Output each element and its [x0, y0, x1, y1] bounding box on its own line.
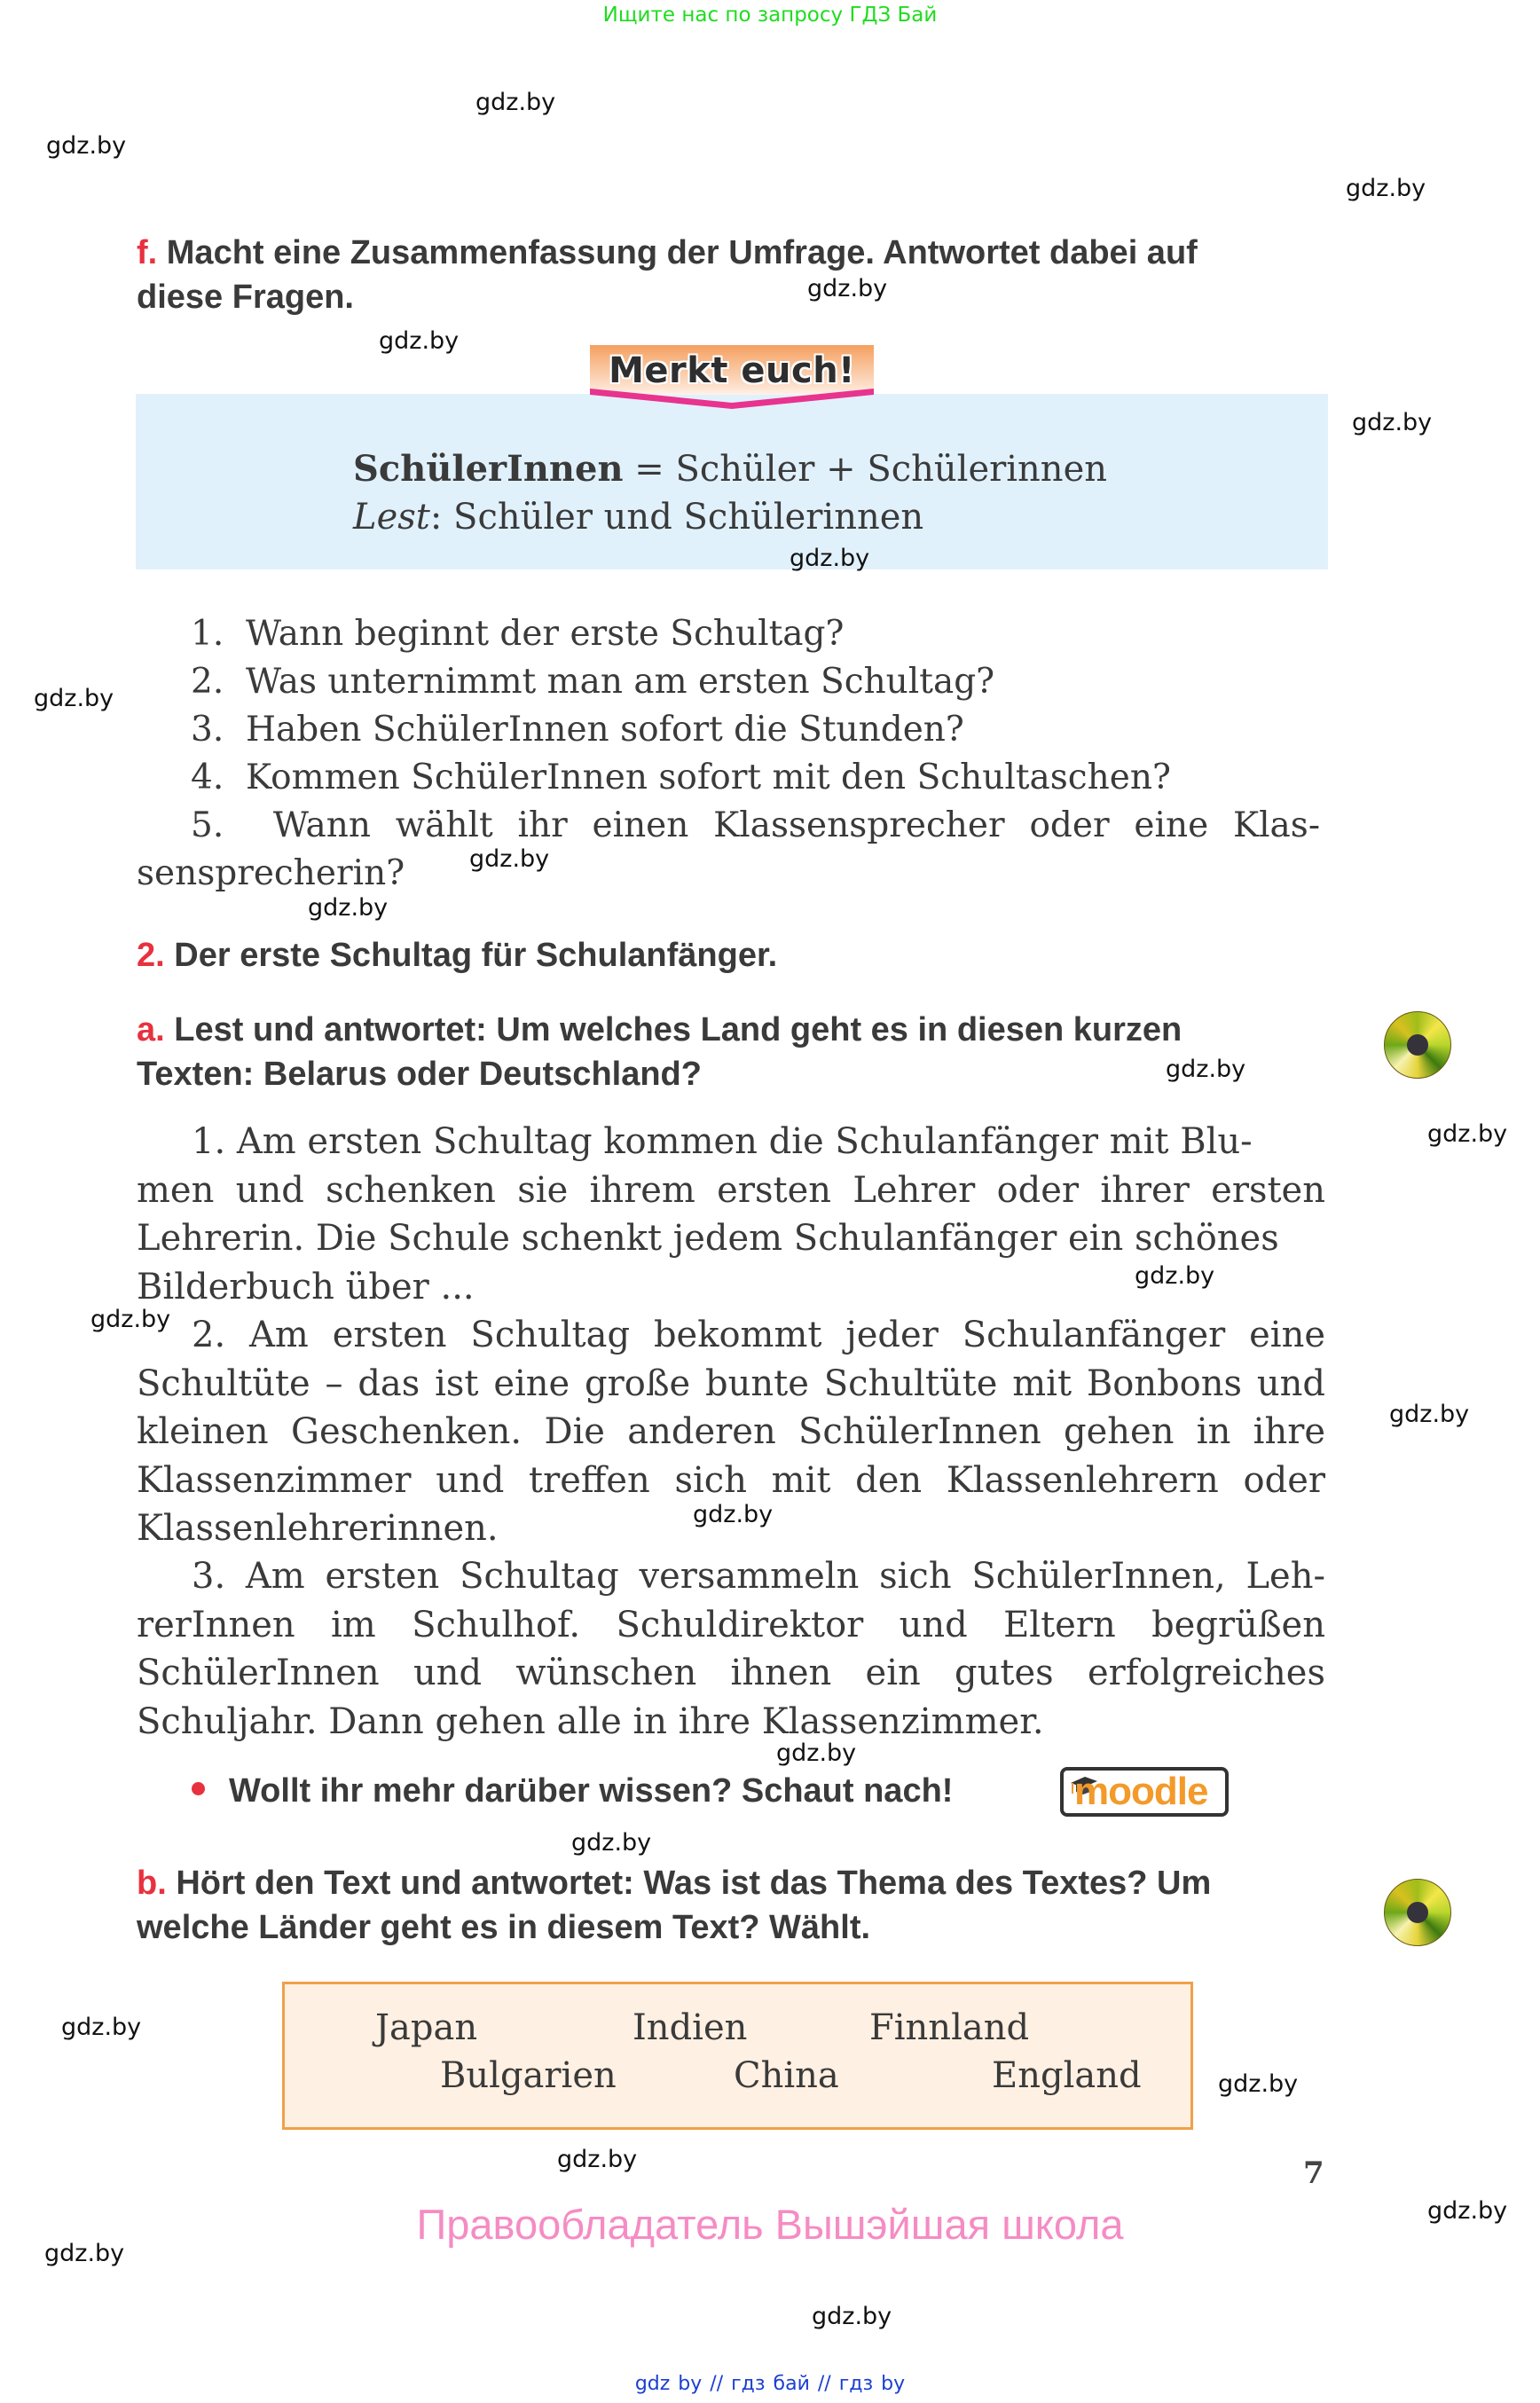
rule-reading: [353, 493, 923, 541]
rule-term: SchülerInnen: [353, 448, 624, 490]
section-number: 2.: [137, 937, 165, 974]
moodle-link[interactable]: [1060, 1767, 1229, 1817]
countries-box: [282, 1982, 1193, 2130]
cd-icon[interactable]: [1384, 1011, 1451, 1079]
watermark: gdz.by: [90, 1306, 171, 1333]
country-option[interactable]: Bulgarien: [440, 2055, 617, 2096]
watermark: gdz.by: [776, 1739, 857, 1767]
question-text: Wann beginnt der erste Schultag?: [246, 614, 845, 654]
text-line: Lehrerin. Die Schule schenkt jedem Schulanfänger ein schönes: [137, 1218, 1279, 1259]
watermark: gdz.by: [34, 685, 114, 712]
page-number: 7: [1303, 2156, 1324, 2191]
task-text-line2: diese Fragen.: [137, 279, 354, 316]
moodle-label: moodle: [1074, 1770, 1208, 1813]
question-text: Was unternimmt man am ersten Schultag?: [246, 662, 995, 702]
watermark: gdz.by: [475, 89, 556, 116]
text-line: Bilderbuch über ...: [137, 1266, 475, 1308]
watermark: gdz.by: [790, 545, 870, 572]
question-item: [191, 802, 1320, 850]
watermark: gdz.by: [379, 327, 460, 355]
text-line: 3. Am ersten Schultag versammeln sich SchülerInnen, Leh-: [192, 1556, 1325, 1597]
question-text: Kommen SchülerInnen sofort mit den Schultaschen?: [246, 758, 1171, 797]
country-option[interactable]: England: [992, 2055, 1142, 2096]
watermark: gdz.by: [1352, 409, 1433, 436]
country-option[interactable]: Finnland: [869, 2007, 1030, 2048]
watermark: gdz.by: [693, 1501, 774, 1528]
text-line: SchülerInnen und wünschen ihnen ein gutes erfolgreiches: [137, 1653, 1325, 1693]
bullet-icon: [192, 1782, 205, 1795]
text-line: Schuljahr. Dann gehen alle in ihre Klassenzimmer.: [137, 1700, 1044, 1742]
question-number: 4.: [191, 758, 224, 797]
merkt-euch-banner: [590, 345, 874, 407]
question-number: 1.: [191, 614, 224, 654]
watermark: gdz.by: [44, 2240, 125, 2267]
country-option[interactable]: China: [734, 2055, 839, 2096]
watermark: gdz.by: [1389, 1401, 1470, 1428]
rule-expansion: = Schüler + Schülerinnen: [623, 449, 1107, 490]
text-line: 1. Am ersten Schultag kommen die Schulanfänger mit Blu-: [192, 1121, 1253, 1162]
watermark: gdz.by: [807, 275, 888, 302]
task-text-line2: welche Länder geht es in diesem Text? Wählt.: [137, 1909, 871, 1946]
watermark: gdz.by: [1218, 2070, 1299, 2098]
section-title: Der erste Schultag für Schulanfänger.: [174, 937, 778, 974]
question-number: 3.: [191, 710, 224, 750]
watermark: gdz.by: [812, 2303, 892, 2330]
text-line: 2. Am ersten Schultag bekommt jeder Schulanfänger eine: [192, 1315, 1325, 1355]
watermark: gdz.by: [1427, 2197, 1508, 2225]
task-f-heading: [137, 231, 1325, 319]
text-line: Klassenlehrerinnen.: [137, 1508, 499, 1549]
country-option[interactable]: Japan: [375, 2007, 478, 2048]
footer-link[interactable]: gdz by // гдз бай // гдз by: [634, 2373, 906, 2395]
watermark: gdz.by: [571, 1829, 652, 1857]
task-letter: b.: [137, 1865, 167, 1902]
watermark: gdz.by: [46, 132, 127, 160]
watermark: gdz.by: [1346, 175, 1426, 202]
reading-text-3: [137, 1552, 1325, 1746]
rule-read-label: Lest: [353, 497, 430, 538]
watermark: gdz.by: [1427, 1120, 1508, 1148]
task-text-line1: Macht eine Zusammenfassung der Umfrage. Antwortet dabei auf: [166, 234, 1198, 271]
task-b-heading: [137, 1861, 1325, 1950]
rule-read-text: : Schüler und Schülerinnen: [429, 497, 924, 538]
task-a-heading: [137, 1008, 1325, 1096]
more-info-text: Wollt ihr mehr darüber wissen? Schaut nach!: [229, 1772, 954, 1810]
watermark: gdz.by: [557, 2146, 638, 2173]
text-line: Schultüte – das ist eine große bunte Schultüte mit Bonbons und: [137, 1362, 1325, 1404]
task-text-line1: Lest und antwortet: Um welches Land geht es in diesen kurzen: [174, 1011, 1182, 1048]
rule-definition: [353, 445, 1107, 493]
task-text-line1: Hört den Text und antwortet: Was ist das Thema des Textes? Um: [176, 1865, 1212, 1902]
cd-hole: [1407, 1902, 1428, 1923]
task-letter: f.: [137, 234, 158, 271]
question-text: Wann wählt ihr einen Klassensprecher oder eine Klas-: [272, 805, 1321, 845]
question-continuation: sensprecherin?: [137, 853, 405, 893]
country-option[interactable]: Indien: [632, 2007, 748, 2048]
text-line: men und schenken sie ihrem ersten Lehrer oder ihrer ersten: [137, 1169, 1325, 1211]
question-item: [191, 610, 844, 658]
question-text: Haben SchülerInnen sofort die Stunden?: [246, 710, 964, 750]
watermark: gdz.by: [1135, 1262, 1215, 1290]
watermark: gdz.by: [61, 2014, 142, 2041]
text-line: Klassenzimmer und treffen sich mit den Klassenlehrern oder: [137, 1459, 1325, 1501]
watermark: gdz.by: [308, 894, 389, 922]
task-text-line2: Texten: Belarus oder Deutschland?: [137, 1056, 702, 1093]
question-item: [191, 658, 994, 706]
question-number: 2.: [191, 662, 224, 702]
task-letter: a.: [137, 1011, 165, 1048]
question-item: [191, 706, 964, 754]
cd-icon[interactable]: [1384, 1879, 1451, 1946]
top-banner[interactable]: Ищите нас по запросу ГДЗ Бай: [602, 4, 938, 27]
question-number: 5.: [191, 805, 224, 845]
section-2-heading: [137, 933, 1325, 978]
copyright-notice: Правообладатель Вышэйшая школа: [416, 2201, 1124, 2248]
cd-hole: [1407, 1034, 1428, 1056]
watermark: gdz.by: [1166, 1056, 1246, 1083]
watermark: gdz.by: [469, 845, 550, 873]
question-item: [191, 754, 1171, 802]
text-line: rerInnen im Schulhof. Schuldirektor und Eltern begrüßen: [137, 1604, 1325, 1645]
text-line: kleinen Geschenken. Die anderen SchülerInnen gehen in ihre: [137, 1411, 1325, 1452]
merkt-euch-label: Merkt euch!: [609, 350, 855, 391]
